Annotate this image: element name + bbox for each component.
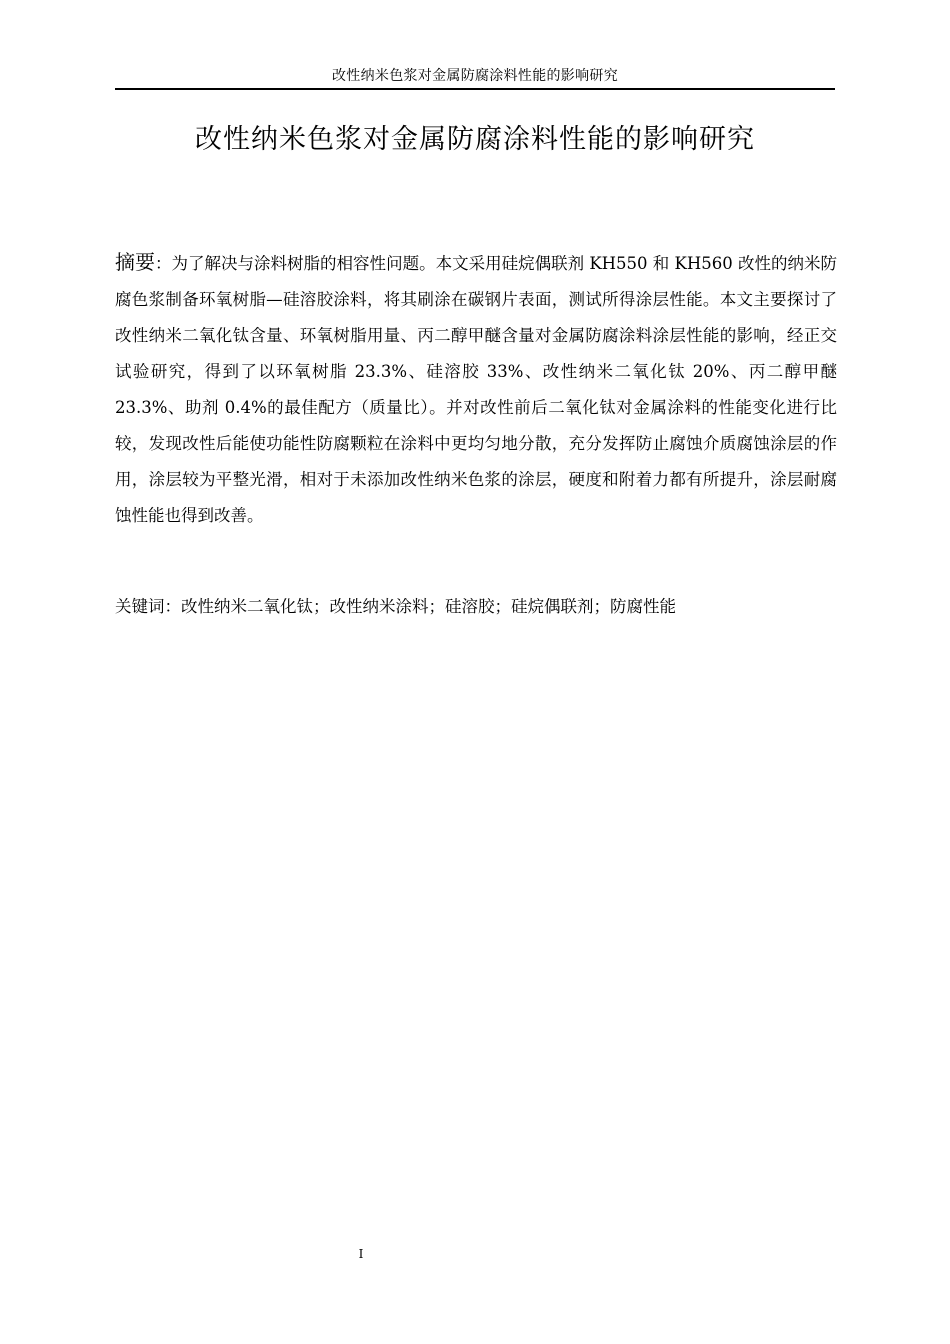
- abstract-label: 摘要: [115, 250, 156, 274]
- page-number: I: [358, 1247, 364, 1261]
- header-rule: [115, 88, 835, 90]
- keywords-line: [115, 592, 837, 622]
- document-title: 改性纳米色浆对金属防腐涂料性能的影响研究: [195, 124, 755, 155]
- abstract-paragraph: [115, 244, 837, 534]
- keywords-label: 关键词：: [115, 597, 181, 616]
- keywords-text: 改性纳米二氧化钛；改性纳米涂料；硅溶胶；硅烷偶联剂；防腐性能: [181, 597, 676, 616]
- running-header: 改性纳米色浆对金属防腐涂料性能的影响研究: [332, 68, 618, 84]
- abstract-separator: ：: [155, 254, 172, 273]
- abstract-text: 为了解决与涂料树脂的相容性问题。本文采用硅烷偶联剂 KH550 和 KH560 改性的纳米防腐色浆制备环氧树脂—硅溶胶涂料，将其刷涂在碳钢片表面，测试所得涂层性能。本文主要探讨了改性纳米二氧化钛含量、环氧树脂用量、丙二醇甲醚含量对金属防腐涂料涂层性能的影响，经正交试验研究，得到了以环氧树脂 23.3%、硅溶胶 33%、改性纳米二氧化钛 20%、丙二醇甲醚 23.3%、助剂 0.4%的最佳配方（质量比）。并对改性前后二氧化钛对金属涂料的性能变化进行比较，发现改性后能使功能性防腐颗粒在涂料中更均匀地分散，充分发挥防止腐蚀介质腐蚀涂层的作用，涂层较为平整光滑，相对于未添加改性纳米色浆的涂层，硬度和附着力都有所提升，涂层耐腐蚀性能也得到改善。: [115, 254, 838, 525]
